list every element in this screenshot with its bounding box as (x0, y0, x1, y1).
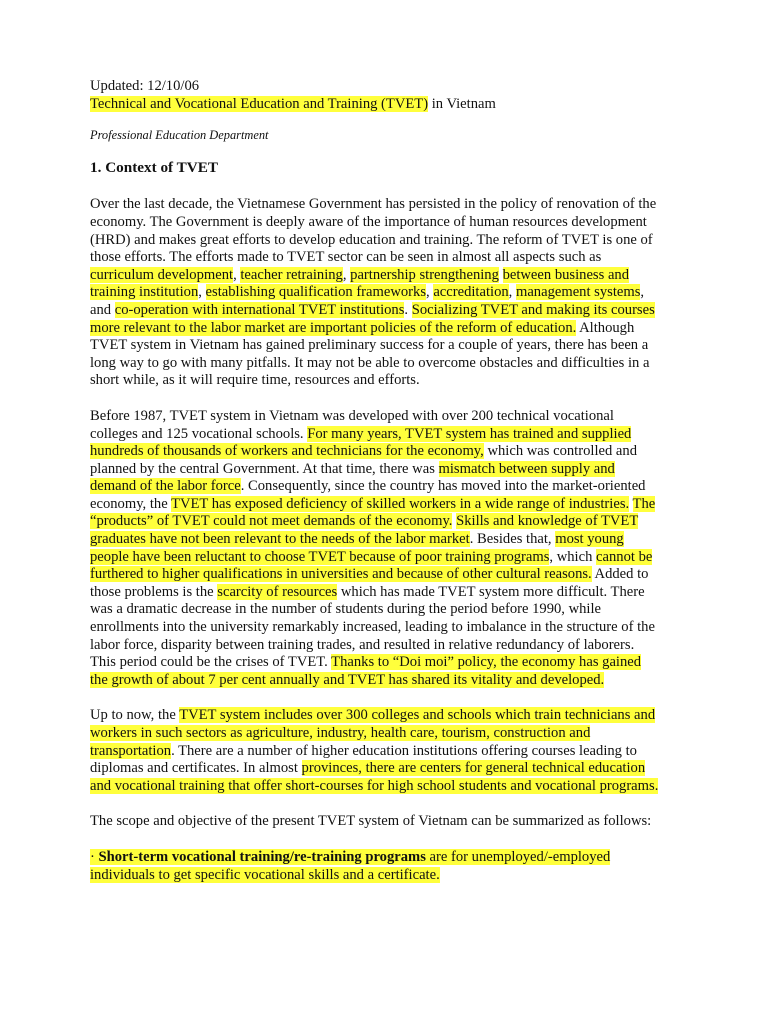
highlight: For many years, TVET system has trained and supplied (307, 425, 632, 442)
p2-line (90, 513, 678, 531)
highlight: are for unemployed/-employed (425, 848, 611, 865)
text: Although (576, 319, 635, 336)
p1-line: short while, as it will require time, resources and efforts. (90, 372, 420, 389)
p1-line (90, 267, 678, 285)
p2-line (90, 654, 678, 672)
highlight: scarcity of resources (217, 583, 338, 600)
text: , (342, 266, 351, 283)
highlight: Thanks to “Doi moi” policy, the economy has gained (331, 654, 642, 671)
highlight: and vocational training that offer short-courses for high school students and vocational programs. (90, 777, 659, 794)
highlight: individuals to get specific vocational skills and a certificate. (90, 866, 440, 883)
p2-line (90, 672, 678, 690)
highlight: accreditation (433, 284, 509, 301)
highlight: workers in such sectors as agriculture, industry, health care, tourism, construction and (90, 725, 591, 741)
p2-line (90, 461, 678, 479)
paragraph-4 (90, 813, 678, 831)
highlight: demand of the labor force (90, 478, 241, 495)
paragraph-1 (90, 196, 678, 390)
highlight: between business and (502, 266, 630, 283)
p2-line (90, 566, 678, 584)
highlight: furthered to higher qualifications in universities and because of other cultural reasons. (90, 566, 592, 583)
p1-line: Over the last decade, the Vietnamese Government has persisted in the policy of renovation of the (90, 196, 657, 213)
bullet-marker: · (90, 848, 99, 865)
p1-line (90, 302, 678, 320)
p2-line (90, 531, 678, 549)
document-title (90, 96, 678, 114)
text: diplomas and certificates. In almost (90, 760, 302, 777)
highlight: Socializing TVET and making its courses (411, 301, 655, 318)
highlight: hundreds of thousands of workers and technicians for the economy, (90, 443, 484, 460)
p2-line (90, 549, 678, 567)
text (499, 267, 503, 283)
text: Up to now, the (90, 707, 180, 724)
highlight: curriculum development (90, 266, 234, 283)
bullet-item (90, 849, 678, 884)
title-rest: in Vietnam (428, 95, 496, 112)
paragraph-3 (90, 707, 678, 795)
highlight: mismatch between supply and (438, 460, 615, 477)
text: and (90, 301, 115, 318)
p1-line: economy. The Government is deeply aware of the importance of human resources development (90, 213, 647, 230)
highlight: The (632, 495, 656, 512)
text: . There are a number of higher education institutions offering courses leading to (171, 742, 637, 759)
highlight: graduates have not been relevant to the needs of the labor market (90, 531, 470, 548)
p3-line (90, 760, 678, 778)
text: , (508, 284, 516, 301)
bullet-line (90, 867, 678, 885)
highlight: “products” of TVET could not meet demands of the economy. (90, 513, 453, 530)
text: , (198, 284, 206, 301)
p1-line (90, 284, 678, 302)
p2-line: enrollments into the university remarkably increased, leading to imbalance in the structure of the (90, 619, 655, 636)
p2-line: Before 1987, TVET system in Vietnam was developed with over 200 technical vocational (90, 407, 614, 424)
p4-line: The scope and objective of the present TVET system of Vietnam can be summarized as follows: (90, 813, 652, 830)
p2-line: labor force, disparity between training trades, and resulted in relative redundancy of laborers. (90, 636, 635, 653)
highlight: the growth of about 7 per cent annually and TVET has shared its vitality and developed. (90, 671, 605, 688)
p2-line (90, 478, 678, 496)
highlight: more relevant to the labor market are important policies of the reform of education. (90, 319, 577, 336)
highlight: TVET system includes over 300 colleges and schools which train technicians and (179, 707, 656, 724)
highlight: partnership strengthening (350, 266, 499, 283)
p1-line (90, 320, 678, 338)
p3-line (90, 725, 678, 743)
highlight: Skills and knowledge of TVET (456, 513, 639, 530)
highlight: provinces, there are centers for general technical education (301, 760, 646, 777)
p2-line (90, 443, 678, 461)
p1-line: those efforts. The efforts made to TVET sector can be seen in almost all aspects such as (90, 249, 602, 266)
highlight: establishing qualification frameworks (205, 284, 427, 301)
text: colleges and 125 vocational schools. (90, 425, 308, 442)
highlight: management systems (515, 284, 641, 301)
text: , (640, 284, 645, 301)
text: economy, the (90, 495, 172, 512)
highlight: most young (555, 531, 624, 548)
p3-line (90, 778, 678, 796)
p1-line: (HRD) and makes great efforts to develop education and training. The reform of TVET is one of (90, 231, 653, 248)
text: . Consequently, since the country has moved into the market-oriented (240, 478, 646, 495)
updated-date: Updated: 12/10/06 (90, 78, 200, 94)
highlight: teacher retraining (240, 266, 343, 283)
highlight: cannot be (596, 548, 653, 565)
bullet-term: Short-term vocational training/re-training programs (98, 848, 426, 865)
text: planned by the central Government. At that time, there was (90, 460, 439, 477)
text: This period could be the crises of TVET. (90, 654, 332, 671)
p3-line (90, 743, 678, 761)
text: . (404, 301, 412, 318)
text: , (426, 284, 434, 301)
text: , which (549, 548, 597, 565)
text: which has made TVET system more difficult. There (337, 583, 645, 600)
p1-line: TVET system in Vietnam has gained preliminary success for a couple of years, there has been a (90, 337, 649, 354)
p2-line: was a dramatic decrease in the number of students during the period before 1990, while (90, 601, 602, 618)
text: which was controlled and (483, 443, 637, 460)
text: those problems is the (90, 583, 218, 600)
p2-line (90, 426, 678, 444)
highlight: people have been reluctant to choose TVET because of poor training programs (90, 548, 550, 565)
department-name: Professional Education Department (90, 128, 269, 143)
p2-line (90, 584, 678, 602)
text: , (233, 266, 241, 283)
highlight: training institution (90, 284, 199, 301)
p3-line (90, 707, 678, 725)
text: . Besides that, (469, 531, 556, 548)
highlight: TVET has exposed deficiency of skilled workers in a wide range of industries. (171, 495, 630, 512)
section-heading: 1. Context of TVET (90, 158, 218, 176)
bullet-line (90, 849, 678, 867)
p1-line: long way to go with many pitfalls. It may not be able to overcome obstacles and difficulties in a (90, 354, 650, 371)
p2-line (90, 496, 678, 514)
text: Added to (591, 566, 649, 583)
highlight: co-operation with international TVET institutions (114, 301, 405, 318)
title-highlight: Technical and Vocational Education and Training (TVET) (90, 95, 429, 112)
paragraph-2 (90, 408, 678, 690)
highlight: transportation (90, 742, 172, 759)
